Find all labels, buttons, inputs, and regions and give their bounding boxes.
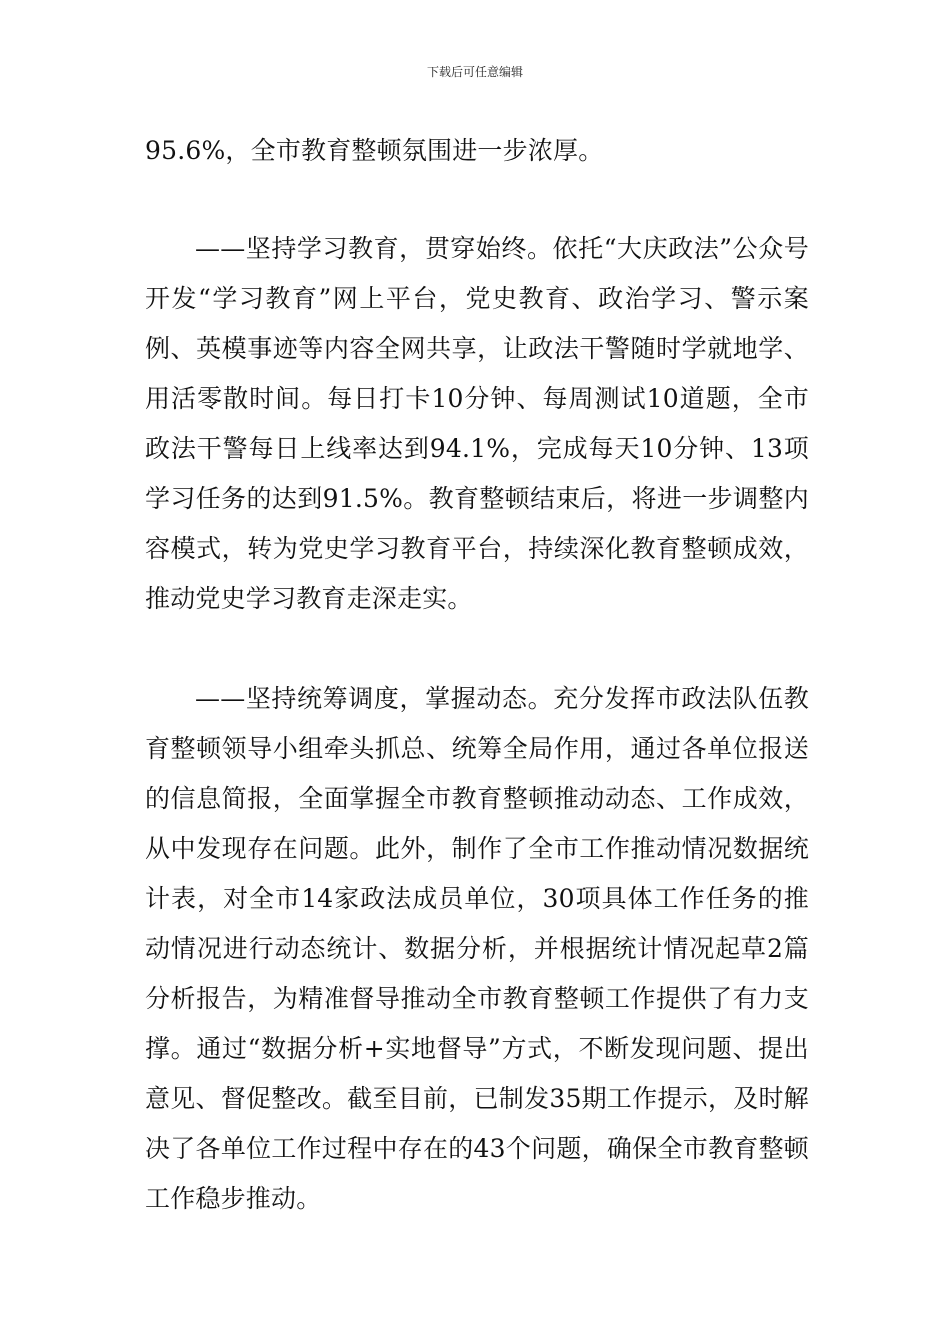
paragraph-coordination bbox=[145, 674, 809, 1224]
paragraph-text: 95.6%，全市教育整顿氛围进一步浓厚。 bbox=[145, 136, 604, 165]
paragraph-study-education bbox=[145, 224, 809, 624]
paragraph-text: ——坚持统筹调度，掌握动态。充分发挥市政法队伍教育整顿领导小组牵头抓总、统筹全局作用，通过各单位报送的信息简报，全面掌握全市教育整顿推动动态、工作成效，从中发现存在问题。此外，制作了全市工作推动情况数据统计表，对全市14家政法成员单位，30项具体工作任务的推动情况进行动态统计、数据分析，并根据统计情况起草2篇分析报告，为精准督导推动全市教育整顿工作提供了有力支撑。通过“数据分析+实地督导”方式，不断发现问题、提出意见、督促整改。截至目前，已制发35期工作提示，及时解决了各单位工作过程中存在的43个问题，确保全市教育整顿工作稳步推动。 bbox=[145, 684, 809, 1213]
paragraph-continuation bbox=[145, 126, 809, 176]
page-header: 下载后可任意编辑 bbox=[426, 65, 523, 79]
paragraph-text: ——坚持学习教育，贯穿始终。依托“大庆政法”公众号开发“学习教育”网上平台，党史教育、政治学习、警示案例、英模事迹等内容全网共享，让政法干警随时学就地学、用活零散时间。每日打卡10分钟、每周测试10道题，全市政法干警每日上线率达到94.1%，完成每天10分钟、13项学习任务的达到91.5%。教育整顿结束后，将进一步调整内容模式，转为党史学习教育平台，持续深化教育整顿成效，推动党史学习教育走深走实。 bbox=[145, 234, 809, 613]
